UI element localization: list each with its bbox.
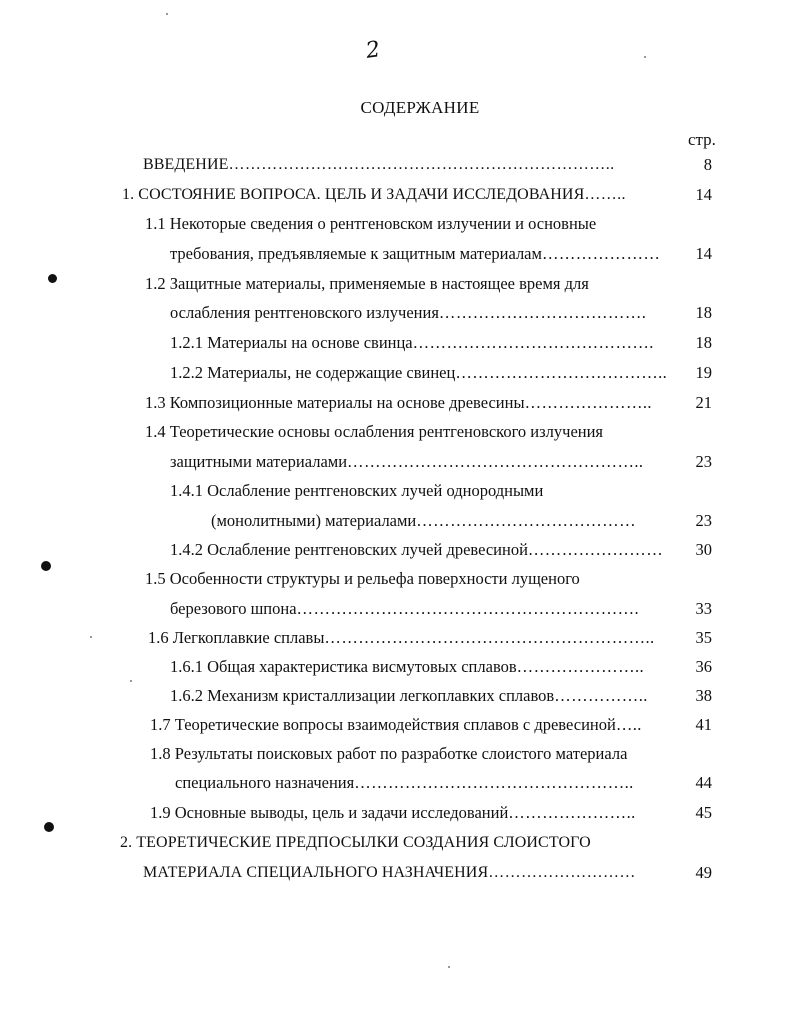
binder-hole-mark (48, 274, 57, 283)
scan-speck (130, 680, 132, 682)
scan-speck (644, 56, 646, 58)
toc-entry: МАТЕРИАЛА СПЕЦИАЛЬНОГО НАЗНАЧЕНИЯ……………………… (143, 864, 636, 881)
toc-page-number: 38 (695, 686, 712, 705)
toc-page-number: 14 (695, 185, 712, 204)
toc-page-number: 19 (695, 363, 712, 382)
scan-speck (166, 13, 168, 15)
toc-entry: 1.3 Композиционные материалы на основе древесины………………….. (145, 393, 652, 412)
toc-entry: 1.6.2 Механизм кристаллизации легкоплавких сплавов…………….. (170, 686, 648, 705)
toc-entry: 2. ТЕОРЕТИЧЕСКИЕ ПРЕДПОСЫЛКИ СОЗДАНИЯ СЛОИСТОГО (120, 834, 591, 851)
toc-entry: требования, предъявляемые к защитным материалам………………… (170, 244, 661, 263)
toc-entry: 1.2.1 Материалы на основе свинца……………………………………. (170, 333, 654, 352)
toc-entry: специального назначения………………………………………….. (175, 773, 634, 792)
scan-speck (90, 636, 92, 638)
toc-page-number: 30 (695, 540, 712, 559)
toc-entry: 1.6.1 Общая характеристика висмутовых сплавов………………….. (170, 657, 645, 676)
toc-entry: 1.4.1 Ослабление рентгеновских лучей однородными (170, 481, 544, 500)
toc-entry: ВВЕДЕНИЕ…………………………………………………………….. (143, 156, 615, 173)
toc-page-number: 41 (695, 715, 712, 734)
toc-page-number: 45 (695, 803, 712, 822)
binder-hole-mark (41, 561, 51, 571)
toc-entry: 1.7 Теоретические вопросы взаимодействия сплавов с древесиной….. (150, 715, 642, 734)
toc-page-number: 18 (695, 333, 712, 352)
toc-page-number: 36 (695, 657, 712, 676)
toc-entry: 1.2 Защитные материалы, применяемые в настоящее время для (145, 274, 589, 293)
toc-entry: 1.6 Легкоплавкие сплавы………………………………………………….. (148, 628, 655, 647)
toc-entry: 1.1 Некоторые сведения о рентгеновском излучении и основные (145, 214, 597, 233)
toc-entry: 1.8 Результаты поисковых работ по разработке слоистого материала (150, 744, 628, 763)
page-title: СОДЕРЖАНИЕ (360, 98, 480, 117)
toc-entry: ослабления рентгеновского излучения………………………………. (170, 303, 647, 322)
page-column-label: стр. (688, 130, 716, 149)
binder-hole-mark (44, 822, 54, 832)
toc-page-number: 8 (703, 155, 712, 174)
toc-entry: 1.9 Основные выводы, цель и задачи исследований………………….. (150, 803, 636, 822)
toc-page-number: 44 (695, 773, 712, 792)
toc-entry: 1.5 Особенности структуры и рельефа поверхности лущеного (145, 569, 580, 588)
toc-entry: 1.4 Теоретические основы ослабления рентгеновского излучения (145, 422, 604, 441)
toc-entry: (монолитными) материалами………………………………… (211, 511, 636, 530)
toc-page-number: 18 (695, 303, 712, 322)
scan-speck (448, 966, 450, 968)
toc-page-number: 14 (695, 244, 712, 263)
toc-page-number: 49 (695, 863, 712, 882)
toc-page-number: 35 (695, 628, 712, 647)
toc-page-number: 23 (695, 511, 712, 530)
toc-page-number: 33 (695, 599, 712, 618)
page-number: 2 (364, 37, 382, 64)
toc-entry: 1.2.2 Материалы, не содержащие свинец……………………………….. (170, 363, 668, 382)
toc-page-number: 21 (695, 393, 712, 412)
toc-entry: 1. СОСТОЯНИЕ ВОПРОСА. ЦЕЛЬ И ЗАДАЧИ ИССЛЕДОВАНИЯ…….. (122, 186, 626, 203)
toc-entry: защитными материалами…………………………………………….. (170, 452, 644, 471)
toc-entry: 1.4.2 Ослабление рентгеновских лучей древесиной…………………… (170, 540, 664, 559)
toc-page-number: 23 (695, 452, 712, 471)
toc-entry: березового шпона……………………………………………………. (170, 599, 640, 618)
